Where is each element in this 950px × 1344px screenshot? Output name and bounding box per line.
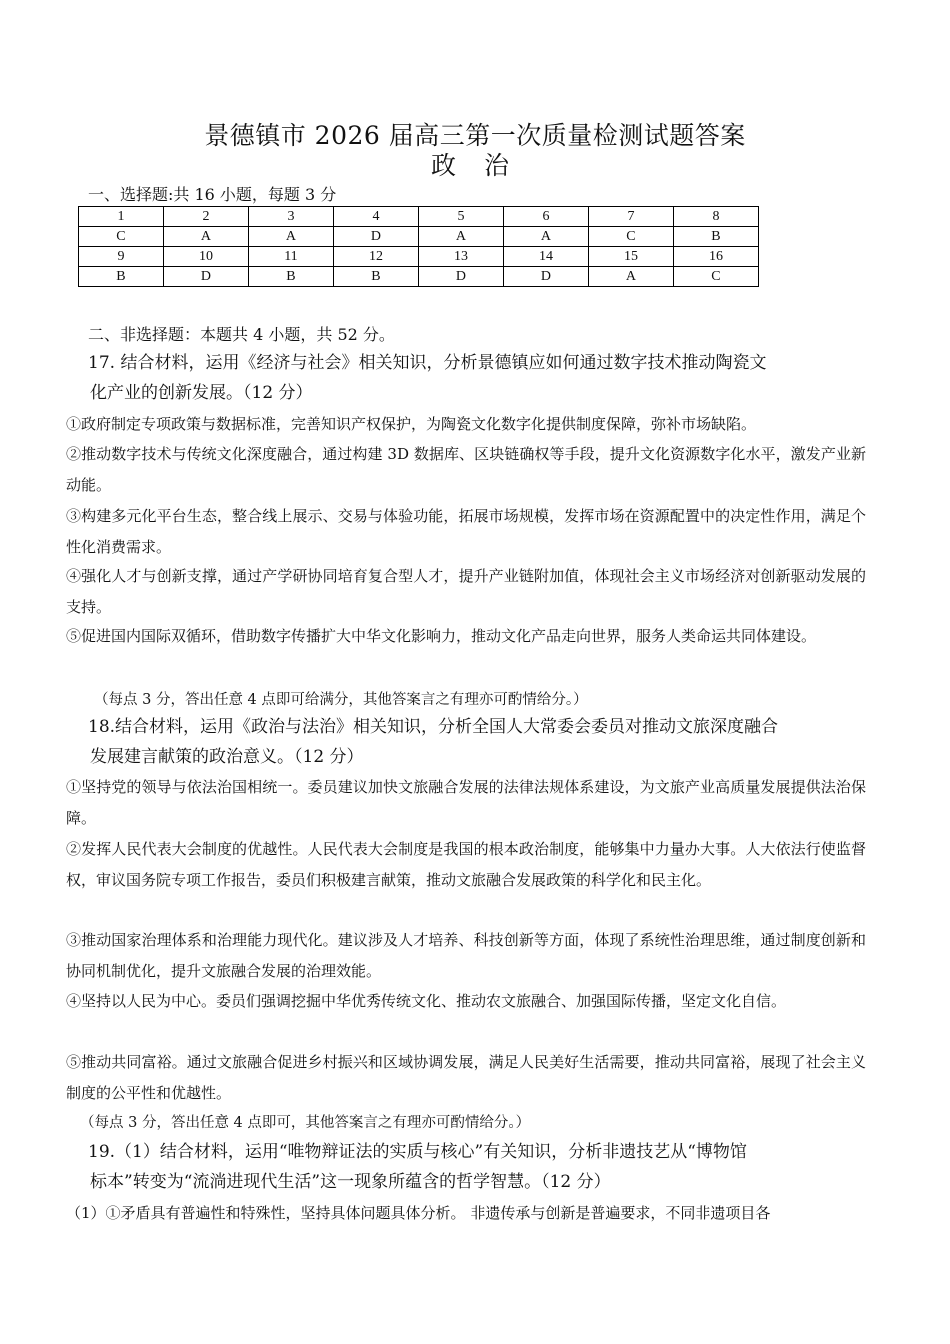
q17-point-2: ②推动数字技术与传统文化深度融合，通过构建 3D 数据库、区块链确权等手段，提升文化资源数字化水平，激发产业新动能。 bbox=[66, 445, 866, 494]
table-row bbox=[79, 247, 759, 267]
q18-point-4: ④坚持以人民为中心。委员们强调挖掘中华优秀传统文化、推动农文旅融合、加强国际传播，坚定文化自信。 bbox=[66, 992, 787, 1010]
subject-title: 政 治 bbox=[431, 151, 519, 180]
table-cell: B bbox=[79, 267, 164, 287]
table-cell: A bbox=[418, 227, 503, 247]
table-cell: 15 bbox=[588, 247, 673, 267]
table-cell: 16 bbox=[673, 247, 758, 267]
table-row bbox=[79, 267, 759, 287]
table-cell: B bbox=[333, 267, 418, 287]
table-cell: D bbox=[503, 267, 588, 287]
table-cell: D bbox=[163, 267, 248, 287]
q18-point-3: ③推动国家治理体系和治理能力现代化。建议涉及人才培养、科技创新等方面，体现了系统性治理思维，通过制度创新和协同机制优化，提升文旅融合发展的治理效能。 bbox=[66, 931, 866, 980]
table-cell: 6 bbox=[503, 207, 588, 227]
q18-question-line1: 18.结合材料，运用《政治与法治》相关知识，分析全国人大常委会委员对推动文旅深度融合 bbox=[88, 717, 779, 737]
q17-question bbox=[88, 348, 868, 408]
q18-point-1: ①坚持党的领导与依法治国相统一。委员建议加快文旅融合发展的法律法规体系建设，为文旅产业高质量发展提供法治保障。 bbox=[66, 778, 866, 827]
table-cell: A bbox=[503, 227, 588, 247]
table-cell: 2 bbox=[163, 207, 248, 227]
document-title: 景德镇市 2026 届高三第一次质量检测试题答案 bbox=[204, 121, 746, 150]
q17-point-1: ①政府制定专项政策与数据标准，完善知识产权保护，为陶瓷文化数字化提供制度保障，弥补市场缺陷。 bbox=[66, 415, 757, 433]
q18-scoring-note: （每点 3 分，答出任意 4 点即可，其他答案言之有理亦可酌情给分。） bbox=[80, 1115, 531, 1131]
table-row bbox=[79, 207, 759, 227]
table-cell: B bbox=[673, 227, 758, 247]
table-cell: 14 bbox=[503, 247, 588, 267]
table-cell: 5 bbox=[418, 207, 503, 227]
table-cell: 8 bbox=[673, 207, 758, 227]
q19-question-line2: 标本”转变为“流淌进现代生活”这一现象所蕴含的哲学智慧。（12 分） bbox=[90, 1172, 611, 1192]
q17-scoring-note: （每点 3 分，答出任意 4 点即可给满分，其他答案言之有理亦可酌情给分。） bbox=[94, 692, 588, 708]
table-cell: 1 bbox=[79, 207, 164, 227]
table-cell: A bbox=[248, 227, 333, 247]
table-cell: D bbox=[418, 267, 503, 287]
q18-question bbox=[88, 712, 868, 772]
table-cell: 13 bbox=[418, 247, 503, 267]
q17-point-5: ⑤促进国内国际双循环，借助数字传播扩大中华文化影响力，推动文化产品走向世界，服务人类命运共同体建设。 bbox=[66, 627, 817, 645]
table-cell: C bbox=[79, 227, 164, 247]
table-cell: D bbox=[333, 227, 418, 247]
q18-question-line2: 发展建言献策的政治意义。（12 分） bbox=[90, 747, 364, 767]
table-cell: A bbox=[588, 267, 673, 287]
q18-point-2: ②发挥人民代表大会制度的优越性。人民代表大会制度是我国的根本政治制度，能够集中力量办大事。人大依法行使监督权，审议国务院专项工作报告，委员们积极建言献策，推动文旅融合发展政策的科学化和民主化。 bbox=[66, 840, 866, 889]
table-cell: C bbox=[588, 227, 673, 247]
table-cell: 9 bbox=[79, 247, 164, 267]
table-cell: 7 bbox=[588, 207, 673, 227]
table-cell: 10 bbox=[163, 247, 248, 267]
answer-table bbox=[78, 206, 759, 287]
q19-question bbox=[88, 1137, 868, 1197]
q17-question-line1: 17. 结合材料，运用《经济与社会》相关知识，分析景德镇应如何通过数字技术推动陶瓷文 bbox=[88, 353, 767, 373]
table-row bbox=[79, 227, 759, 247]
q17-question-line2: 化产业的创新发展。（12 分） bbox=[90, 383, 313, 403]
q18-point-5: ⑤推动共同富裕。通过文旅融合促进乡村振兴和区域协调发展，满足人民美好生活需要，推动共同富裕，展现了社会主义制度的公平性和优越性。 bbox=[66, 1053, 866, 1102]
table-cell: 4 bbox=[333, 207, 418, 227]
section1-heading: 一、选择题:共 16 小题，每题 3 分 bbox=[88, 185, 337, 204]
q19-point-1: （1）①矛盾具有普遍性和特殊性，坚持具体问题具体分析。 非遗传承与创新是普遍要求，不同非遗项目各 bbox=[66, 1204, 771, 1222]
table-cell: 12 bbox=[333, 247, 418, 267]
section2-heading: 二、非选择题：本题共 4 小题，共 52 分。 bbox=[88, 325, 395, 344]
table-cell: A bbox=[163, 227, 248, 247]
q17-point-3: ③构建多元化平台生态，整合线上展示、交易与体验功能，拓展市场规模，发挥市场在资源配置中的决定性作用，满足个性化消费需求。 bbox=[66, 507, 866, 556]
q19-question-line1: 19.（1）结合材料，运用“唯物辩证法的实质与核心”有关知识，分析非遗技艺从“博物馆 bbox=[88, 1142, 747, 1162]
table-cell: B bbox=[248, 267, 333, 287]
table-cell: 3 bbox=[248, 207, 333, 227]
table-cell: C bbox=[673, 267, 758, 287]
table-cell: 11 bbox=[248, 247, 333, 267]
q17-point-4: ④强化人才与创新支撑，通过产学研协同培育复合型人才，提升产业链附加值，体现社会主义市场经济对创新驱动发展的支持。 bbox=[66, 567, 866, 616]
